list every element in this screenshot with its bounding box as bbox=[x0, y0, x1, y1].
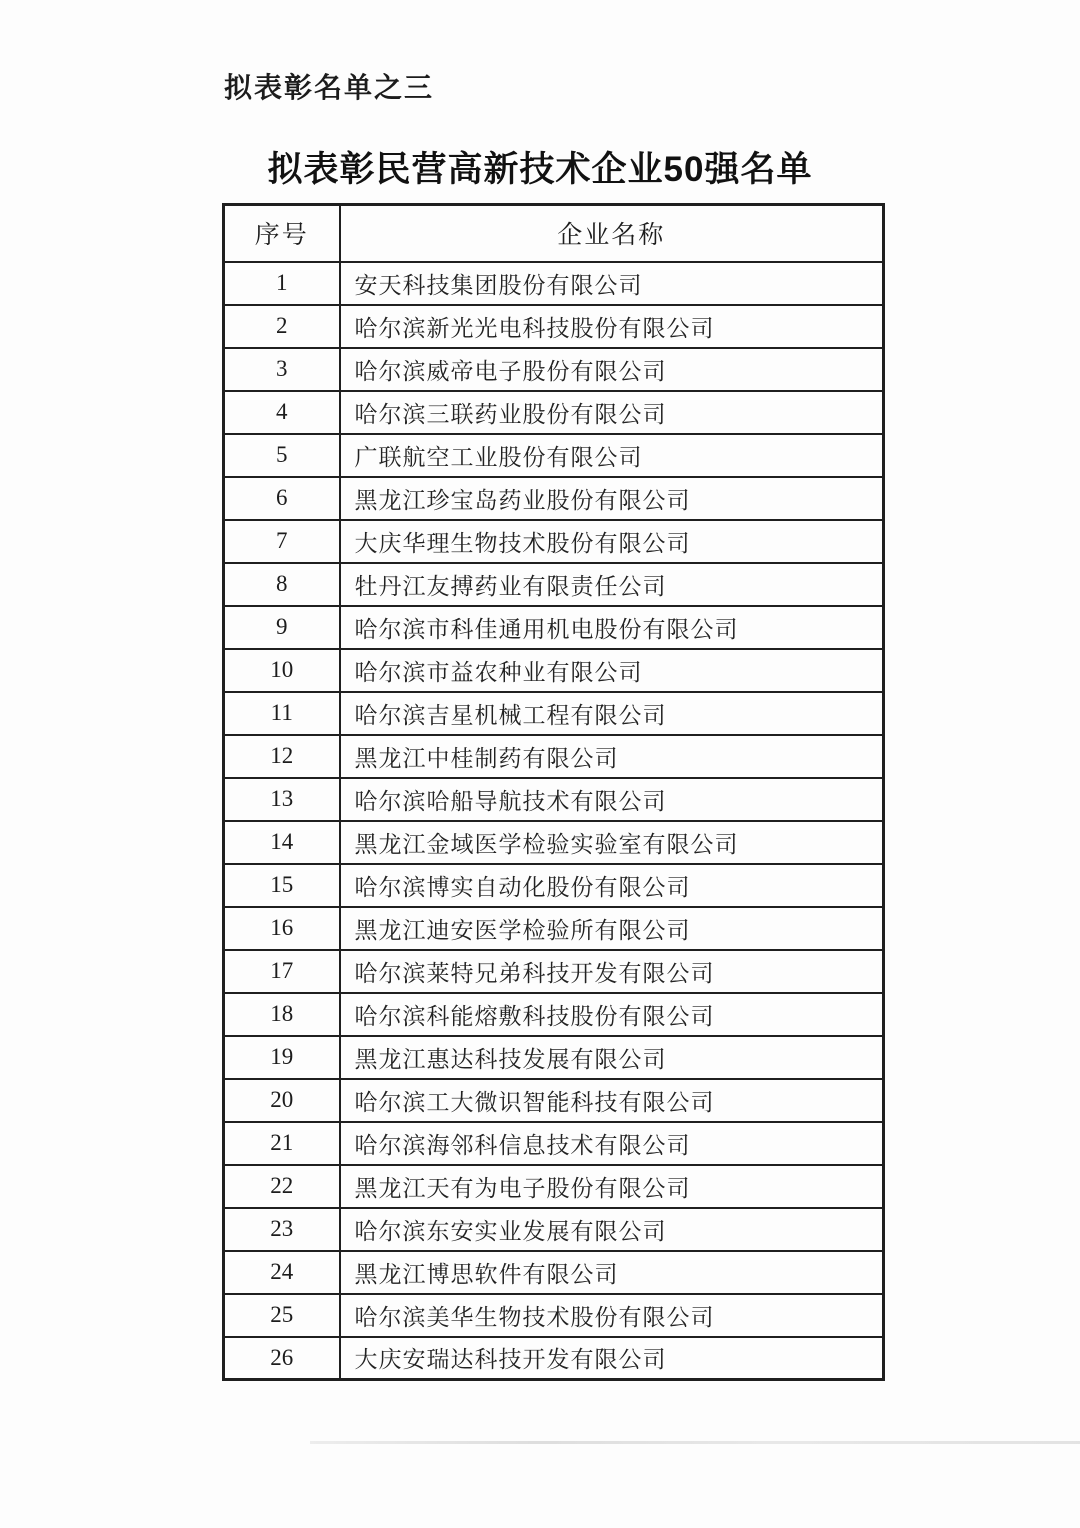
table-row bbox=[224, 1036, 884, 1079]
enterprise-name-cell: 黑龙江中桂制药有限公司 bbox=[340, 735, 884, 778]
row-index-cell: 21 bbox=[224, 1122, 340, 1165]
enterprise-name-cell: 哈尔滨威帝电子股份有限公司 bbox=[340, 348, 884, 391]
table-header-row bbox=[224, 205, 884, 262]
enterprise-name-cell: 大庆安瑞达科技开发有限公司 bbox=[340, 1337, 884, 1380]
enterprise-name-cell: 牡丹江友搏药业有限责任公司 bbox=[340, 563, 884, 606]
enterprise-name-cell: 黑龙江迪安医学检验所有限公司 bbox=[340, 907, 884, 950]
row-index-cell: 19 bbox=[224, 1036, 340, 1079]
enterprise-name-cell: 哈尔滨吉星机械工程有限公司 bbox=[340, 692, 884, 735]
enterprise-name-cell: 哈尔滨哈船导航技术有限公司 bbox=[340, 778, 884, 821]
row-index-cell: 1 bbox=[224, 262, 340, 305]
table-row bbox=[224, 821, 884, 864]
row-index-cell: 18 bbox=[224, 993, 340, 1036]
row-index-cell: 23 bbox=[224, 1208, 340, 1251]
table-row bbox=[224, 520, 884, 563]
table-row bbox=[224, 563, 884, 606]
corner-label: 拟表彰名单之三 bbox=[224, 72, 435, 103]
page-title: 拟表彰民营高新技术企业50强名单 bbox=[267, 150, 813, 189]
enterprise-name-cell: 哈尔滨海邻科信息技术有限公司 bbox=[340, 1122, 884, 1165]
row-index-cell: 3 bbox=[224, 348, 340, 391]
enterprise-name-cell: 哈尔滨市益农种业有限公司 bbox=[340, 649, 884, 692]
column-header-enterprise-name: 企业名称 bbox=[340, 205, 884, 262]
row-index-cell: 17 bbox=[224, 950, 340, 993]
table-row bbox=[224, 348, 884, 391]
enterprise-name-cell: 黑龙江珍宝岛药业股份有限公司 bbox=[340, 477, 884, 520]
table-row bbox=[224, 735, 884, 778]
table-row bbox=[224, 692, 884, 735]
table-row bbox=[224, 1337, 884, 1380]
row-index-cell: 14 bbox=[224, 821, 340, 864]
enterprise-name-cell: 哈尔滨博实自动化股份有限公司 bbox=[340, 864, 884, 907]
table-row bbox=[224, 649, 884, 692]
row-index-cell: 11 bbox=[224, 692, 340, 735]
column-header-index: 序号 bbox=[224, 205, 340, 262]
table-row bbox=[224, 1208, 884, 1251]
enterprise-table bbox=[222, 203, 885, 1381]
table-row bbox=[224, 950, 884, 993]
table-row bbox=[224, 262, 884, 305]
row-index-cell: 24 bbox=[224, 1251, 340, 1294]
row-index-cell: 15 bbox=[224, 864, 340, 907]
table-row bbox=[224, 864, 884, 907]
enterprise-name-cell: 黑龙江博思软件有限公司 bbox=[340, 1251, 884, 1294]
enterprise-name-cell: 黑龙江惠达科技发展有限公司 bbox=[340, 1036, 884, 1079]
enterprise-name-cell: 哈尔滨三联药业股份有限公司 bbox=[340, 391, 884, 434]
table-row bbox=[224, 1079, 884, 1122]
row-index-cell: 8 bbox=[224, 563, 340, 606]
table-row bbox=[224, 1165, 884, 1208]
row-index-cell: 10 bbox=[224, 649, 340, 692]
enterprise-name-cell: 安天科技集团股份有限公司 bbox=[340, 262, 884, 305]
row-index-cell: 9 bbox=[224, 606, 340, 649]
table-row bbox=[224, 1294, 884, 1337]
row-index-cell: 13 bbox=[224, 778, 340, 821]
enterprise-name-cell: 哈尔滨工大微识智能科技有限公司 bbox=[340, 1079, 884, 1122]
table-row bbox=[224, 1251, 884, 1294]
enterprise-name-cell: 哈尔滨东安实业发展有限公司 bbox=[340, 1208, 884, 1251]
scan-artifact-line bbox=[310, 1441, 1080, 1444]
row-index-cell: 22 bbox=[224, 1165, 340, 1208]
table-row bbox=[224, 907, 884, 950]
table-row bbox=[224, 993, 884, 1036]
enterprise-name-cell: 哈尔滨新光光电科技股份有限公司 bbox=[340, 305, 884, 348]
enterprise-name-cell: 哈尔滨科能熔敷科技股份有限公司 bbox=[340, 993, 884, 1036]
table-row bbox=[224, 305, 884, 348]
enterprise-name-cell: 广联航空工业股份有限公司 bbox=[340, 434, 884, 477]
table-row bbox=[224, 391, 884, 434]
row-index-cell: 4 bbox=[224, 391, 340, 434]
enterprise-name-cell: 大庆华理生物技术股份有限公司 bbox=[340, 520, 884, 563]
enterprise-name-cell: 黑龙江天有为电子股份有限公司 bbox=[340, 1165, 884, 1208]
row-index-cell: 6 bbox=[224, 477, 340, 520]
table-row bbox=[224, 477, 884, 520]
table-body bbox=[224, 262, 884, 1380]
row-index-cell: 5 bbox=[224, 434, 340, 477]
row-index-cell: 7 bbox=[224, 520, 340, 563]
row-index-cell: 12 bbox=[224, 735, 340, 778]
row-index-cell: 2 bbox=[224, 305, 340, 348]
table-row bbox=[224, 606, 884, 649]
enterprise-name-cell: 哈尔滨美华生物技术股份有限公司 bbox=[340, 1294, 884, 1337]
table-row bbox=[224, 1122, 884, 1165]
enterprise-name-cell: 哈尔滨莱特兄弟科技开发有限公司 bbox=[340, 950, 884, 993]
row-index-cell: 20 bbox=[224, 1079, 340, 1122]
row-index-cell: 25 bbox=[224, 1294, 340, 1337]
row-index-cell: 26 bbox=[224, 1337, 340, 1380]
row-index-cell: 16 bbox=[224, 907, 340, 950]
table-row bbox=[224, 778, 884, 821]
enterprise-name-cell: 黑龙江金域医学检验实验室有限公司 bbox=[340, 821, 884, 864]
enterprise-name-cell: 哈尔滨市科佳通用机电股份有限公司 bbox=[340, 606, 884, 649]
table-row bbox=[224, 434, 884, 477]
